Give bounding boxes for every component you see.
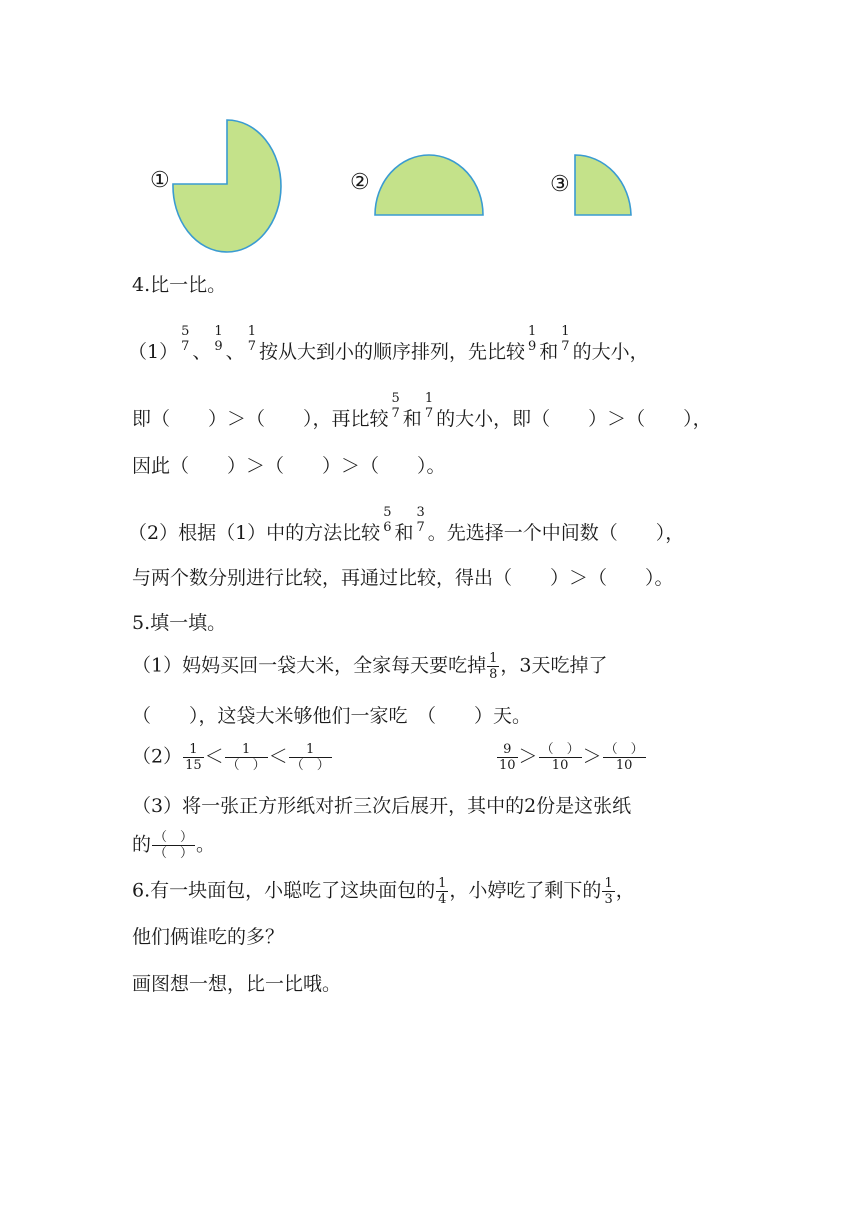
q4-p2-prefix: （2）根据（1）中的方法比较: [128, 522, 381, 544]
q5-p1-text2: ，3天吃掉了: [500, 654, 608, 677]
fraction-1-9-b: 1 9: [527, 324, 537, 354]
q4-part1-line2: 即（ ）＞（ ），再比较 5 7 和 1 7 的大小，即（ ）＞（ ），: [132, 391, 712, 430]
q4-part2-line2: 与两个数分别进行比较，再通过比较，得出（ ）＞（ ）。: [132, 567, 674, 589]
q5-title: 5.填一填。: [132, 612, 227, 634]
fraction-1-8: $\frac{1}{8}$: [489, 651, 498, 682]
q6-text1: 6.有一块面包，小聪吃了这块面包的: [132, 879, 436, 902]
q5-part2-right: $\frac{9}{10}$ ＞ $\frac{( )}{10}$ ＞ $\frac{( )}{10}$: [499, 742, 644, 773]
q4-p1-line2b: 的大小，即（ ）＞（ ），: [436, 408, 712, 430]
fraction-5-7: 5 7: [181, 324, 190, 354]
figure-label-3: ③: [550, 172, 570, 197]
q4-title: 4.比一比。: [132, 274, 227, 296]
q5-part1-line1: [132, 651, 607, 682]
fraction-1-7-c: 1 7: [424, 391, 434, 421]
q4-p1-text1: 按从大到小的顺序排列，先比较: [258, 341, 525, 363]
q4-p1-prefix: （1）: [128, 341, 179, 363]
q5-p2-prefix: （2）: [132, 745, 183, 768]
q5-p1-text1: （1）妈妈买回一袋大米，全家每天要吃掉: [132, 654, 487, 677]
three-quarter-circle-shape: [168, 118, 284, 254]
q4-part1-line3: 因此（ ）＞（ ）＞（ ）。: [132, 455, 446, 477]
fraction-blank-f: $\frac{( )}{10}$: [604, 742, 644, 773]
fraction-blank-c: $\frac{1}{( )}$: [290, 742, 330, 773]
quarter-circle-shape: [572, 152, 634, 218]
fraction-5-7-b: 5 7: [391, 391, 400, 421]
fraction-1-3: $\frac{1}{3}$: [604, 876, 613, 907]
figure-label-2: ②: [350, 170, 370, 195]
fraction-blank-g: $\frac{( )}{( )}$: [154, 830, 194, 861]
q5-part1-line2: （ ），这袋大米够他们一家吃 （ ）天。: [132, 705, 532, 727]
q6-line2: 他们俩谁吃的多？: [132, 926, 285, 948]
fraction-1-9: 1 9: [214, 324, 223, 354]
q4-p1-line2a: 即（ ）＞（ ），再比较: [132, 408, 389, 430]
fraction-1-7: 1 7: [247, 324, 256, 354]
q5-part3-line2: 的 $\frac{( )}{( )}$ 。: [132, 830, 216, 861]
q5-p3-text: 的: [132, 833, 152, 856]
fraction-1-4: $\frac{1}{4}$: [438, 876, 447, 907]
q4-part1-line1: （1） 5 7 、 1 9 、 1 7 按从大到小的顺序排列，先比较 1 9 和 1 7 的大小，: [128, 324, 649, 363]
q4-p2-text1: 。先选择一个中间数（ ），: [427, 522, 685, 544]
q5-part3-line1: （3）将一张正方形纸对折三次后展开，其中的2份是这张纸: [132, 795, 632, 817]
figure-label-1: ①: [150, 168, 170, 193]
q4-part2-line1: （2）根据（1）中的方法比较 5 6 和 3 7 。先选择一个中间数（ ），: [128, 505, 685, 544]
fraction-5-6: 5 6: [383, 505, 392, 535]
half-circle-shape: [372, 150, 486, 218]
q4-p1-text2: 的大小，: [572, 341, 649, 363]
fraction-blank-e: $\frac{( )}{10}$: [540, 742, 580, 773]
fraction-9-10: $\frac{9}{10}$: [499, 742, 516, 773]
fraction-3-7: 3 7: [416, 505, 425, 535]
fraction-1-7-b: 1 7: [561, 324, 570, 354]
fraction-1-15: $\frac{1}{15}$: [185, 742, 202, 773]
q6-text2: ，小婷吃了剩下的: [449, 879, 602, 902]
fraction-blank-b: $\frac{1}{( )}$: [226, 742, 266, 773]
q6-line3: 画图想一想，比一比哦。: [132, 973, 342, 995]
q5-part2-left: （2） $\frac{1}{15}$ ＜ $\frac{1}{( )}$ ＜ $\frac{1}{( )}$: [132, 742, 330, 773]
q6-line1: 6.有一块面包，小聪吃了这块面包的 $\frac{1}{4}$ ，小婷吃了剩下的 $\frac{1}{3}$ ，: [132, 876, 635, 907]
